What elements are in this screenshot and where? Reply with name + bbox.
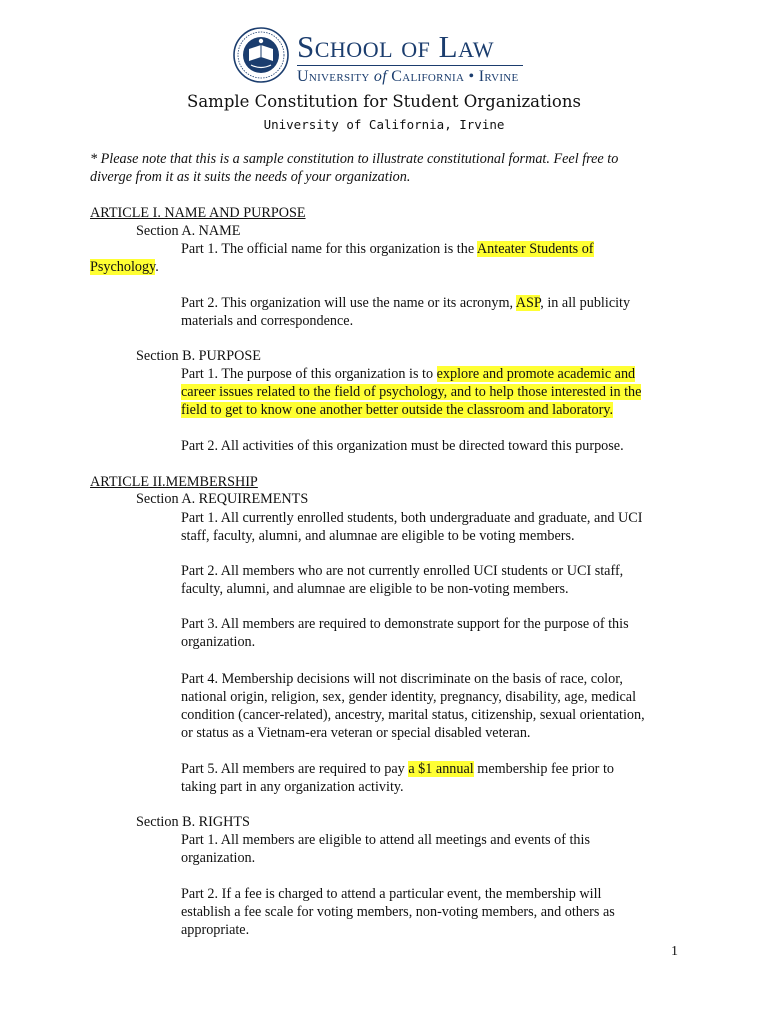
purpose-part-1-line-2: career issues related to the field of psychology, and to help those interested in the [181, 384, 642, 400]
logo-divider [297, 65, 523, 66]
note-line-1: * Please note that this is a sample constitution to illustrate constitutional format. Feel free to [90, 151, 619, 167]
article-1-heading: ARTICLE I. NAME AND PURPOSE [90, 205, 306, 221]
name-part-1-line-2: Psychology. [90, 259, 159, 275]
req-part-4-line-3: condition (cancer-related), ancestry, marital status, citizenship, sexual orientation, [181, 707, 645, 723]
req-part-4-line-1: Part 4. Membership decisions will not discriminate on the basis of race, color, [181, 671, 623, 687]
purpose-part-2: Part 2. All activities of this organization must be directed toward this purpose. [181, 438, 624, 454]
rights-part-2-line-2: establish a fee scale for voting members, non-voting members, and others as [181, 904, 615, 920]
req-part-1-line-2: staff, faculty, alumni, and alumnae are eligible to be voting members. [181, 528, 575, 544]
article-2-heading: ARTICLE II.MEMBERSHIP [90, 474, 258, 490]
req-part-2-line-2: faculty, alumni, and alumnae are eligible to be non-voting members. [181, 581, 569, 597]
rights-part-1-line-2: organization. [181, 850, 256, 866]
req-part-2-line-1: Part 2. All members who are not currently enrolled UCI students or UCI staff, [181, 563, 624, 579]
section-a-requirements-heading: Section A. REQUIREMENTS [136, 491, 309, 507]
req-part-5-line-2: taking part in any organization activity. [181, 779, 404, 795]
req-part-3-line-2: organization. [181, 634, 256, 650]
logo-title: School of Law [297, 29, 494, 64]
req-part-3-line-1: Part 3. All members are required to demonstrate support for the purpose of this [181, 616, 629, 632]
uc-seal-icon [233, 27, 289, 83]
note-line-2: diverge from it as it suits the needs of your organization. [90, 169, 411, 185]
name-part-2-line-2: materials and correspondence. [181, 313, 354, 329]
page-number: 1 [671, 944, 678, 959]
school-of-law-logo [233, 27, 523, 85]
rights-part-2-line-3: appropriate. [181, 922, 250, 938]
rights-part-1-line-1: Part 1. All members are eligible to attend all meetings and events of this [181, 832, 590, 848]
req-part-5-line-1: Part 5. All members are required to pay a $1 annual membership fee prior to [181, 761, 614, 777]
req-part-4-line-4: or status as a Vietnam-era veteran or special disabled veteran. [181, 725, 531, 741]
purpose-part-1-line-1: Part 1. The purpose of this organization is to explore and promote academic and [181, 366, 636, 382]
req-part-4-line-2: national origin, religion, sex, gender identity, pregnancy, disability, age, medical [181, 689, 637, 705]
section-b-rights-heading: Section B. RIGHTS [136, 814, 250, 830]
rights-part-2-line-1: Part 2. If a fee is charged to attend a particular event, the membership will [181, 886, 602, 902]
document-title: Sample Constitution for Student Organizations [187, 92, 581, 111]
section-b-purpose-heading: Section B. PURPOSE [136, 348, 261, 364]
req-part-1-line-1: Part 1. All currently enrolled students, both undergraduate and graduate, and UCI [181, 510, 643, 526]
logo-subtitle: University of California • Irvine [297, 68, 519, 85]
section-a-name-heading: Section A. NAME [136, 223, 241, 239]
name-part-1-line-1: Part 1. The official name for this organization is the Anteater Students of [181, 241, 594, 257]
document-subtitle: University of California, Irvine [263, 117, 505, 132]
purpose-part-1-line-3: field to get to know one another better outside the classroom and laboratory. [181, 402, 614, 418]
name-part-2-line-1: Part 2. This organization will use the name or its acronym, ASP, in all publicity [181, 295, 631, 311]
